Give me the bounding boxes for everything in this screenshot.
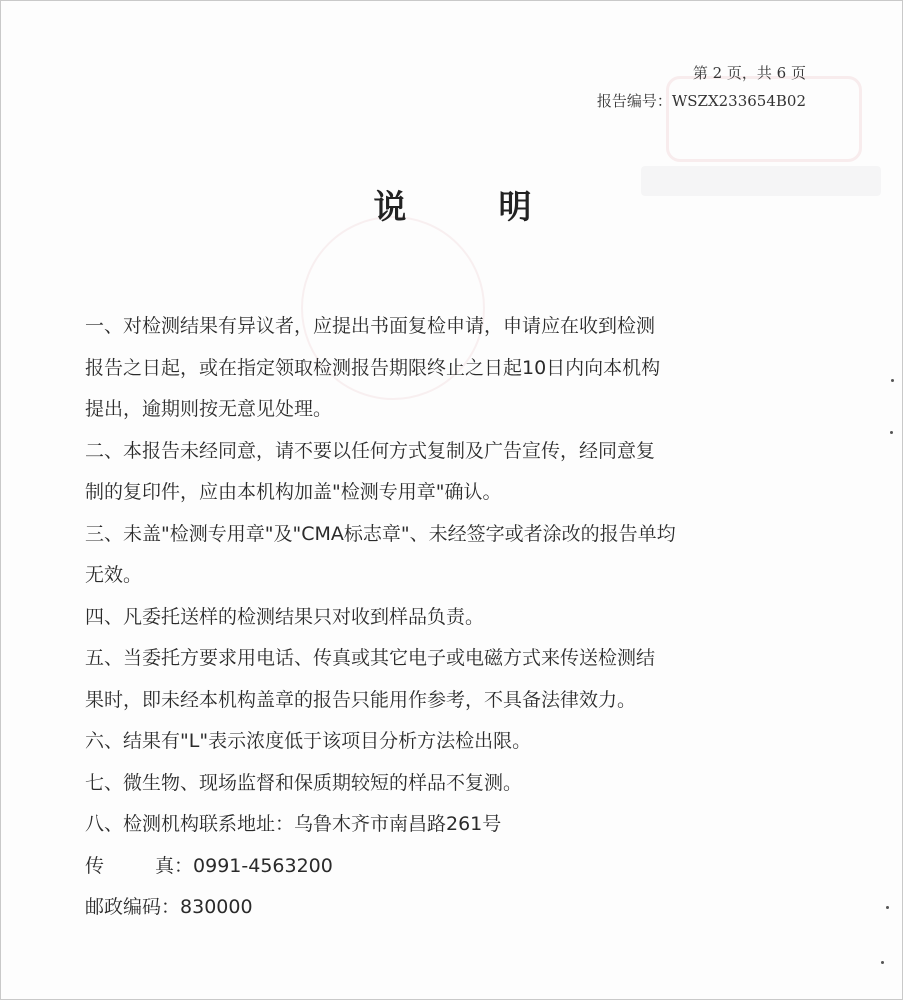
- page-title: [1, 181, 903, 228]
- scan-speck: [886, 906, 889, 909]
- title-char-1: 说: [373, 187, 407, 226]
- note-line: 四、凡委托送样的检测结果只对收到样品负责。: [85, 605, 485, 628]
- notes-body: [85, 306, 775, 929]
- note-line: 果时，即未经本机构盖章的报告只能用作参考，不具备法律效力。: [85, 688, 637, 711]
- note-line: 五、当委托方要求用电话、传真或其它电子或电磁方式来传送检测结: [85, 647, 656, 669]
- fax-line: [85, 846, 775, 888]
- report-number-line: [597, 87, 806, 115]
- page-info: 第 2 页，共 6 页: [692, 64, 806, 82]
- fax-label-2: 真：: [155, 854, 194, 877]
- report-number-label: 报告编号：: [596, 92, 672, 110]
- fax-value: 0991-4563200: [193, 854, 333, 877]
- note-line: 无效。: [85, 564, 143, 586]
- scan-speck: [881, 961, 884, 964]
- scan-speck: [891, 379, 894, 382]
- address-line: 八、检测机构联系地址：乌鲁木齐市南昌路261号: [85, 813, 502, 835]
- note-line: 制的复印件，应由本机构加盖"检测专用章"确认。: [85, 481, 502, 503]
- note-line: 报告之日起，或在指定领取检测报告期限终止之日起10日内向本机构: [85, 356, 661, 379]
- note-line: 二、本报告未经同意，请不要以任何方式复制及广告宣传，经同意复: [85, 439, 656, 462]
- fax-label-1: 传: [85, 854, 105, 877]
- note-line: 三、未盖"检测专用章"及"CMA标志章"、未经签字或者涂改的报告单均: [85, 522, 676, 545]
- postal-line: [85, 887, 775, 929]
- note-line: 提出，逾期则按无意见处理。: [85, 398, 333, 420]
- postal-label: 邮政编码：: [85, 896, 181, 918]
- note-line: 一、对检测结果有异议者，应提出书面复检申请，申请应在收到检测: [85, 315, 656, 337]
- report-number: WSZX233654B02: [671, 92, 806, 110]
- note-line: 七、微生物、现场监督和保质期较短的样品不复测。: [85, 771, 523, 794]
- title-char-2: 明: [498, 187, 532, 226]
- report-header: [597, 59, 806, 115]
- postal-value: 830000: [180, 896, 253, 918]
- note-line: 六、结果有"L"表示浓度低于该项目分析方法检出限。: [85, 730, 532, 752]
- scan-speck: [890, 431, 893, 434]
